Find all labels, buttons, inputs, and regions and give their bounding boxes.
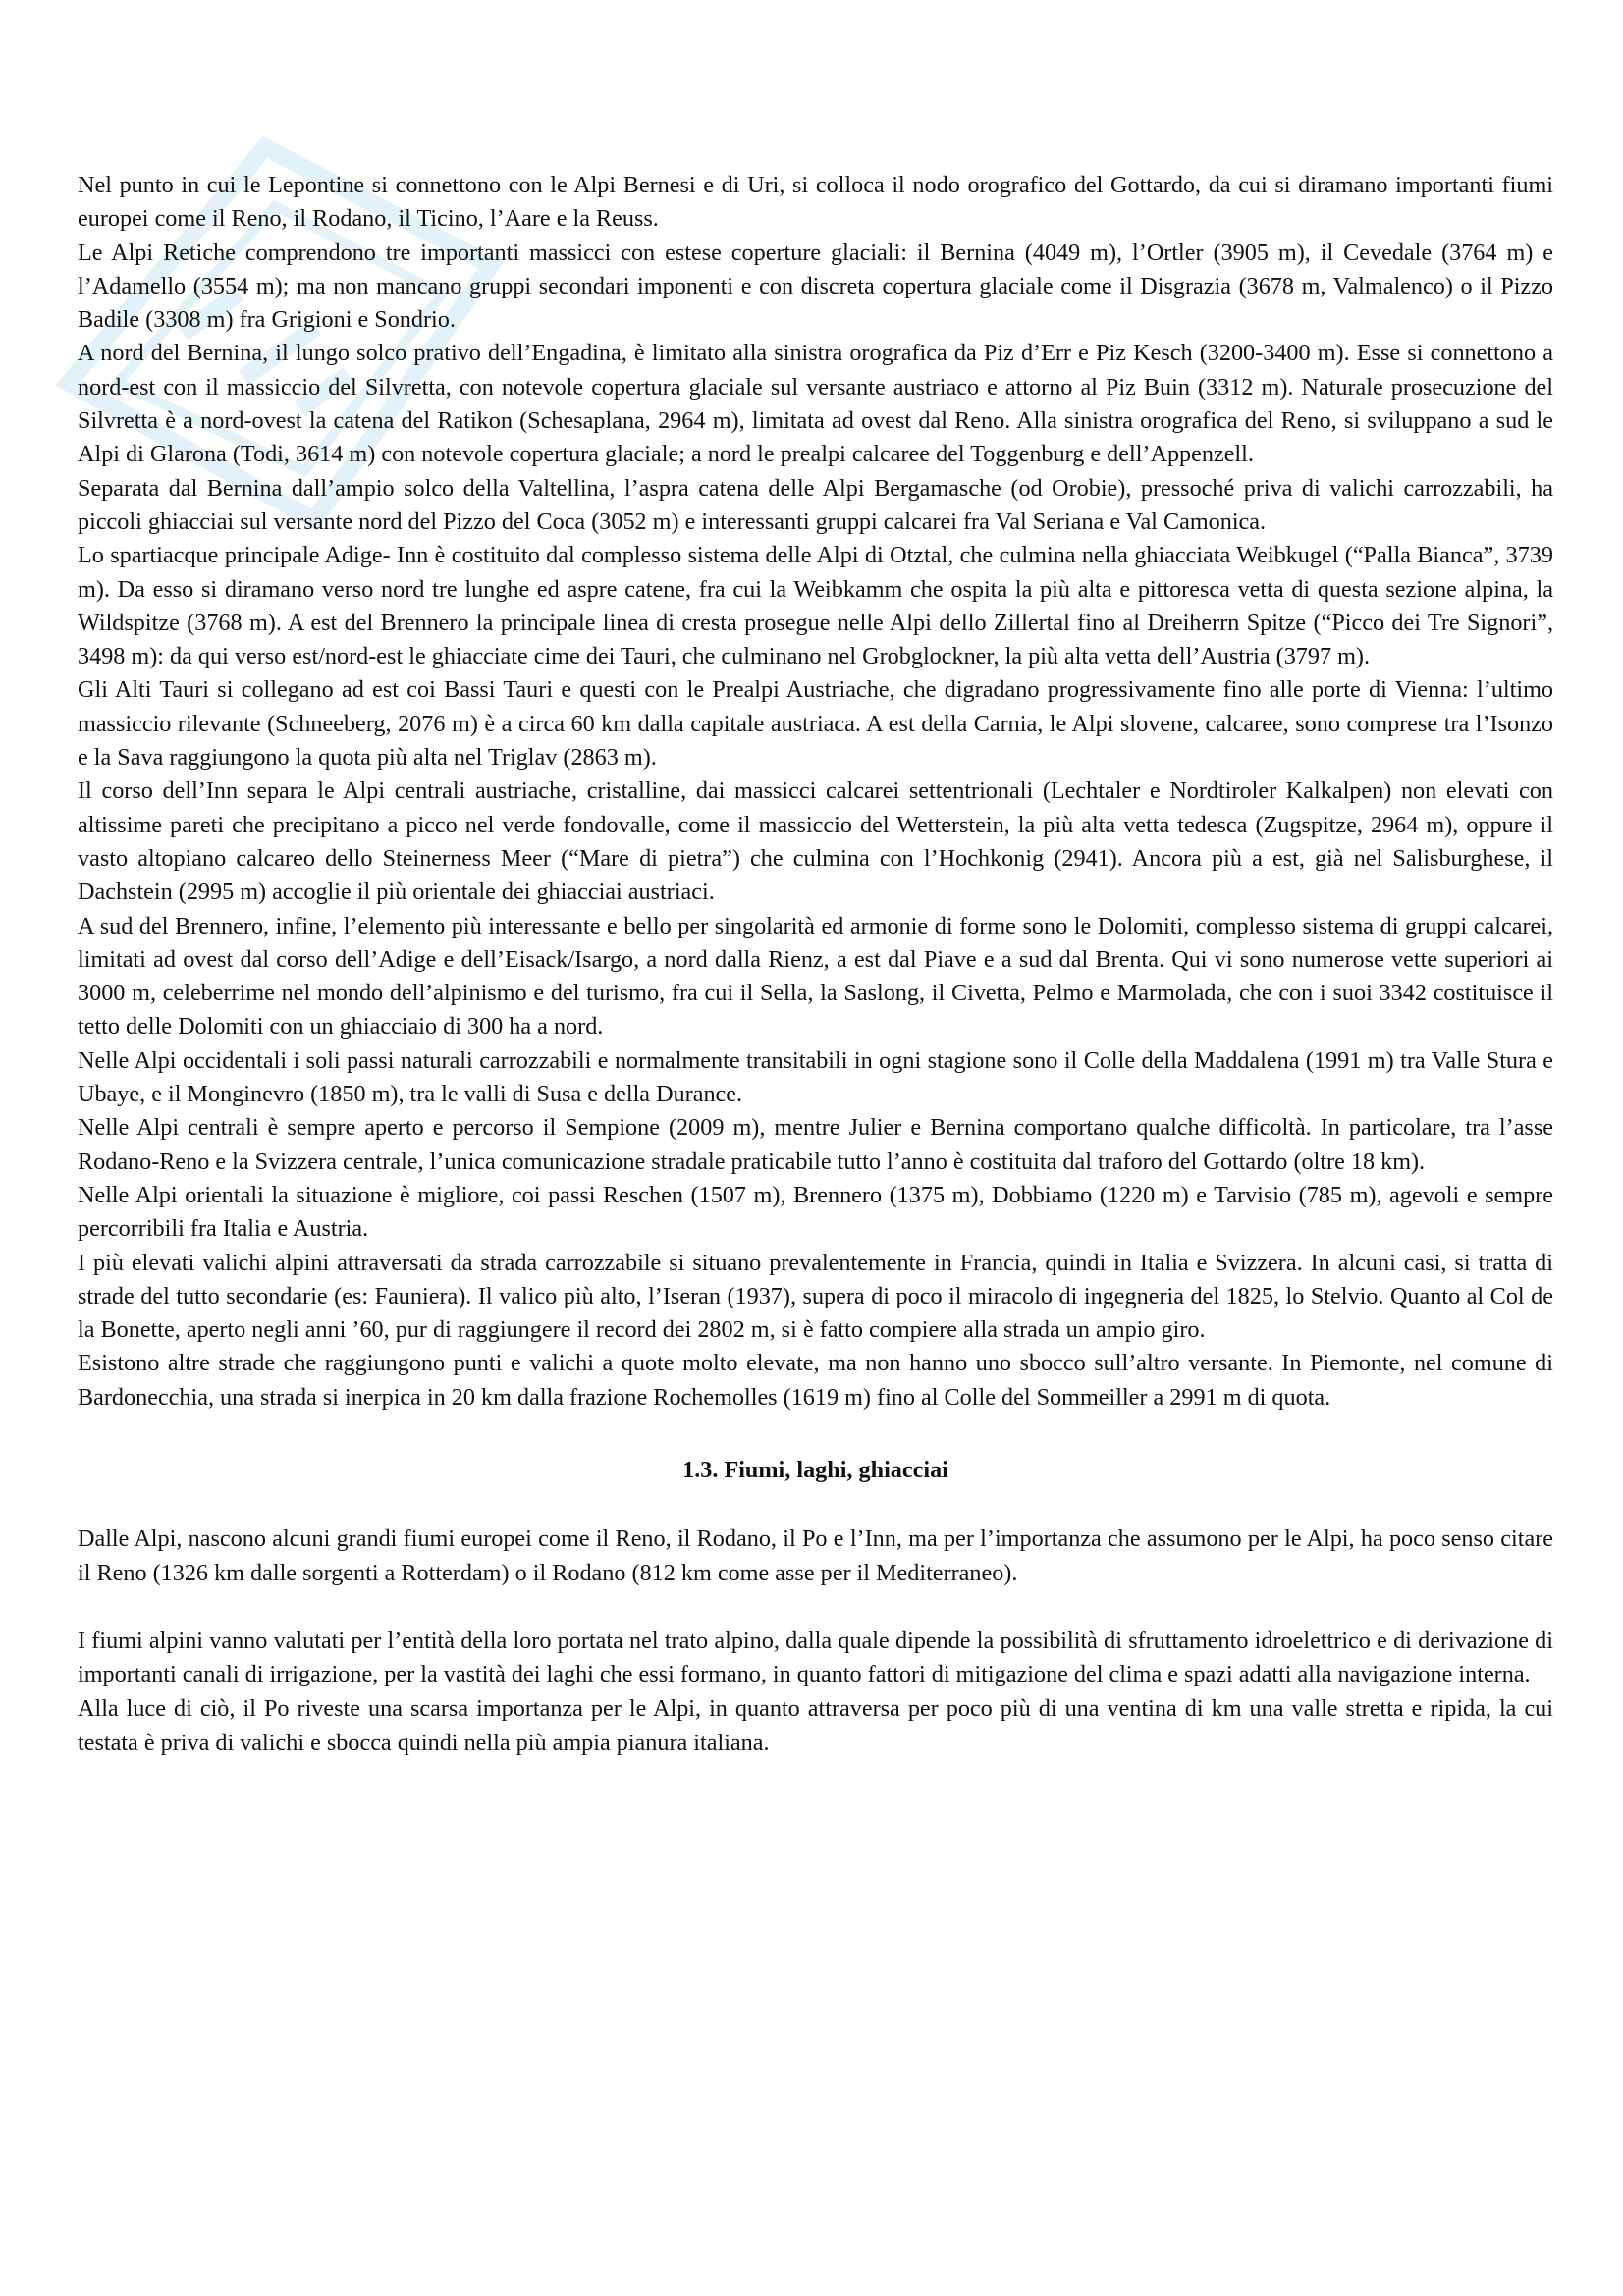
- paragraph-alpi-orientali: Nelle Alpi orientali la situazione è migliore, coi passi Reschen (1507 m), Brennero (1375 m), Dobbiamo (1220 m) e Tarvisio (785 m), agevoli e sempre percorribili fra Italia e Austria.: [78, 1181, 1553, 1243]
- paragraph-valichi: I più elevati valichi alpini attraversati da strada carrozzabile si situano prevalentemente in Francia, quindi in Italia e Svizzera. In alcuni casi, si tratta di strade del tutto secondarie (es: Fauniera). Il valico più alto, l’Iseran (1937), supera di poco il miracolo di ingegneria del 1825, lo Stelvio. Quanto al Col de la Bonette, aperto negli anni ’60, pur di raggiungere il record dei 2802 m, si è fatto compiere alla strada un ampio giro.: [78, 1249, 1553, 1344]
- paragraph-inn: Il corso dell’Inn separa le Alpi centrali austriache, cristalline, dai massicci calcarei settentrionali (Lechtaler e Nordtiroler Kalkalpen) non elevati con altissime pareti che precipitano a picco nel verde fondovalle, come il massiccio del Wetterstein, la più alta vetta tedesca (Zugspitze, 2964 m), oppure il vasto altopiano calcareo dello Steinerness Meer (“Mare di pietra”) che culmina con l’Hochkonig (2941). Ancora più a est, già nel Salisburghese, il Dachstein (2995 m) accoglie il più orientale dei ghiacciai austriaci.: [78, 777, 1553, 906]
- paragraph-gottardo: Nel punto in cui le Lepontine si connettono con le Alpi Bernesi e di Uri, si colloca il nodo orografico del Gottardo, da cui si diramano importanti fiumi europei come il Reno, il Rodano, il Ticino, l’Aare e la Reuss.: [78, 172, 1553, 233]
- paragraph-alti-tauri: Gli Alti Tauri si collegano ad est coi Bassi Tauri e questi con le Prealpi Austriache, che digradano progressivamente fino alle porte di Vienna: l’ultimo massiccio rilevante (Schneeberg, 2076 m) è a circa 60 km dalla capitale austriaca. A est della Carnia, le Alpi slovene, calcaree, sono comprese tra l’Isonzo e la Sava raggiungono la quota più alta nel Triglav (2863 m).: [78, 676, 1553, 772]
- paragraph-alpi-bergamasche: Separata dal Bernina dall’ampio solco della Valtellina, l’aspra catena delle Alpi Bergamasche (od Orobie), pressoché priva di valichi carrozzabili, ha piccoli ghiacciai sul versante nord del Pizzo del Coca (3052 m) e interessanti gruppi calcarei fra Val Seriana e Val Camonica.: [78, 474, 1553, 535]
- paragraph-dolomiti: A sud del Brennero, infine, l’elemento più interessante e bello per singolarità ed armonie di forme sono le Dolomiti, complesso sistema di gruppi calcarei, limitati ad ovest dal corso dell’Adige e dell’Eisack/Isargo, a nord dalla Rienz, a est dal Piave e a sud dal Brenta. Qui vi sono numerose vette superiori ai 3000 m, celeberrime nel mondo dell’alpinismo e del turismo, fra cui il Sella, la Saslong, il Civetta, Pelmo e Marmolada, che con i suoi 3342 costituisce il tetto delle Dolomiti con un ghiacciaio di 300 ha a nord.: [78, 912, 1553, 1041]
- section-title: 1.3. Fiumi, laghi, ghiacciai: [682, 1456, 948, 1483]
- paragraph-alpi-retiche: Le Alpi Retiche comprendono tre importanti massicci con estese coperture glaciali: il Bernina (4049 m), l’Ortler (3905 m), il Cevedale (3764 m) e l’Adamello (3554 m); ma non mancano gruppi secondari imponenti e con discreta copertura glaciale come il Disgrazia (3678 m, Valmalenco) o il Pizzo Badile (3308 m) fra Grigioni e Sondrio.: [78, 239, 1553, 334]
- paragraph-fiumi-alpini: I fiumi alpini vanno valutati per l’entità della loro portata nel trato alpino, dalla quale dipende la possibilità di sfruttamento idroelettrico e di derivazione di importanti canali di irrigazione, per la vastità dei laghi che essi formano, in quanto fattori di mitigazione del clima e spazi adatti alla navigazione interna.: [78, 1627, 1553, 1688]
- paragraph-fiumi-europei: Dalle Alpi, nascono alcuni grandi fiumi europei come il Reno, il Rodano, il Po e l’Inn, ma per l’importanza che assumono per le Alpi, ha poco senso citare il Reno (1326 km dalle sorgenti a Rotterdam) o il Rodano (812 km come asse per il Mediterraneo).: [78, 1524, 1553, 1586]
- paragraph-alpi-centrali: Nelle Alpi centrali è sempre aperto e percorso il Sempione (2009 m), mentre Julier e Bernina comportano qualche difficoltà. In particolare, tra l’asse Rodano-Reno e la Svizzera centrale, l’unica comunicazione stradale praticabile tutto l’anno è costituita dal traforo del Gottardo (oltre 18 km).: [78, 1114, 1553, 1175]
- paragraph-alpi-occidentali: Nelle Alpi occidentali i soli passi naturali carrozzabili e normalmente transitabili in ogni stagione sono il Colle della Maddalena (1991 m) tra Valle Stura e Ubaye, e il Monginevro (1850 m), tra le valli di Susa e della Durance.: [78, 1046, 1553, 1108]
- document-body: [78, 169, 1553, 1761]
- paragraph-po: Alla luce di ciò, il Po riveste una scarsa importanza per le Alpi, in quanto attraversa per poco più di una ventina di km una valle stretta e ripida, la cui testata è priva di valichi e sbocca quindi nella più ampia pianura italiana.: [78, 1695, 1553, 1756]
- paragraph-gap: [78, 1591, 1553, 1625]
- paragraph-engadina: A nord del Bernina, il lungo solco prativo dell’Engadina, è limitato alla sinistra orografica da Piz d’Err e Piz Kesch (3200-3400 m). Esse si connettono a nord-est con il massiccio del Silvretta, con notevole copertura glaciale sul versante austriaco e attorno al Piz Buin (3312 m). Naturale prosecuzione del Silvretta è a nord-ovest la catena del Ratikon (Schesaplana, 2964 m), limitata ad ovest dal Reno. Alla sinistra orografica del Reno, si sviluppano a sud le Alpi di Glarona (Todi, 3614 m) con notevole copertura glaciale; a nord le prealpi calcaree del Toggenburg e dell’Appenzell.: [78, 340, 1553, 468]
- paragraph-spartiacque: Lo spartiacque principale Adige- Inn è costituito dal complesso sistema delle Alpi di Otztal, che culmina nella ghiacciata Weibkugel (“Palla Bianca”, 3739 m). Da esso si diramano verso nord tre lunghe ed aspre catene, fra cui la Weibkamm che ospita la più alta e pittoresca vetta di questa sezione alpina, la Wildspitze (3768 m). A est del Brennero la principale linea di cresta prosegue nelle Alpi dello Zillertal fino al Dreiherrn Spitze (“Picco dei Tre Signori”, 3498 m): da qui verso est/nord-est le ghiacciate cime dei Tauri, che culminano nel Grobglockner, la più alta vetta dell’Austria (3797 m).: [78, 542, 1553, 670]
- paragraph-sommeiller: Esistono altre strade che raggiungono punti e valichi a quote molto elevate, ma non hanno uno sbocco sull’altro versante. In Piemonte, nel comune di Bardonecchia, una strada si inerpica in 20 km dalla frazione Rochemolles (1619 m) fino al Colle del Sommeiller a 2991 m di quota.: [78, 1350, 1553, 1411]
